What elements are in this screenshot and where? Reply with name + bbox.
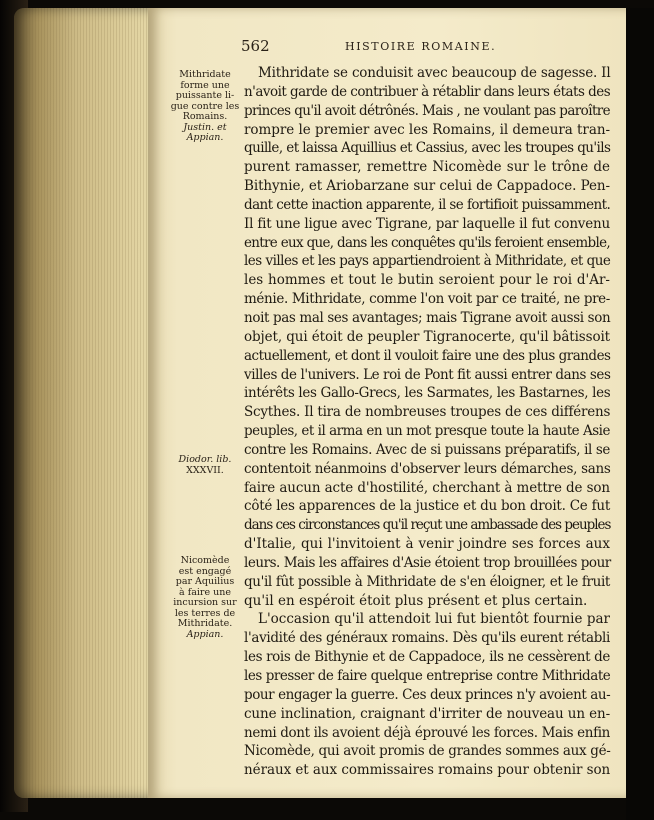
- body-text: [244, 64, 610, 780]
- text-line: contre les Romains. Avec de si puissans préparatifs, il se: [244, 441, 610, 458]
- margin-line: est engagé: [178, 565, 232, 577]
- text-line: actuellement, et dont il vouloit faire une des plus grandes: [244, 347, 611, 364]
- page-edges: [14, 8, 152, 798]
- text-line: n'avoit garde de contribuer à rétablir dans leurs états des: [244, 83, 611, 100]
- margin-line: les terres de: [174, 607, 236, 619]
- text-line: Nicomède, qui avoit promis de grandes sommes aux gé-: [244, 743, 611, 760]
- text-line: contentoit néanmoins d'observer leurs démarches, sans: [244, 460, 611, 477]
- text-line: intérêts les Gallo-Grecs, les Sarmates, les Bastarnes, les: [244, 385, 611, 402]
- margin-line: Nicomède: [180, 555, 230, 566]
- page-header: [241, 37, 611, 59]
- margin-line: Romains.: [182, 111, 228, 122]
- text-line: Il fit une ligue avec Tigrane, par laquelle il fut convenu: [244, 215, 610, 232]
- text-line: noit pas mal ses avantages; mais Tigrane avoit aussi son: [244, 309, 611, 326]
- margin-line: par Aquilius: [175, 576, 235, 587]
- margin-line: forme une: [180, 79, 230, 91]
- text-line: quille, et laissa Aquillius et Cassius, avec les troupes qu'ils: [244, 140, 611, 157]
- text-line: néraux et aux commissaires romains pour obtenir son: [244, 762, 611, 779]
- text-line: purent ramasser, remettre Nicomède sur le trône de: [244, 159, 610, 176]
- text-line: les rois de Bithynie et de Cappadoce, ils ne cessèrent de: [244, 649, 610, 666]
- right-shadow: [626, 8, 654, 820]
- margin-line: Mithridate.: [177, 618, 233, 629]
- text-line: d'Italie, qui l'invitoient à venir joindre ses forces aux: [244, 536, 610, 553]
- text-line: les presser de faire quelque entreprise contre Mithridate: [244, 668, 611, 684]
- margin-line: à faire une: [179, 586, 231, 598]
- text-line: les villes et les pays appartiendroient à Mithridate, et que: [244, 253, 611, 270]
- text-line: villes de l'univers. Le roi de Pont fit aussi entrer dans ses: [244, 366, 611, 383]
- text-line: les hommes et tout le butin seroient pour le roi d'Ar-: [244, 272, 610, 289]
- running-head: HISTOIRE ROMAINE.: [345, 40, 497, 53]
- text-line: qu'il fût possible à Mithridate de s'en éloigner, et le fruit: [244, 573, 610, 590]
- text-line: faire aucun acte d'hostilité, cherchant à mettre de son: [244, 479, 610, 496]
- margin-note-diodor: [166, 455, 244, 476]
- margin-note-mithridate-ligue: [166, 70, 244, 144]
- text-line: qu'il en espéroit étoit plus présent et plus certain.: [244, 592, 588, 609]
- text-line: nemi dont ils avoient déjà éprouvé les forces. Mais enfin: [244, 724, 610, 741]
- text-line: princes qu'il avoit détrônés. Mais , ne voulant pas paroître: [244, 102, 611, 119]
- text-line: dans ces circonstances qu'il reçut une ambassade des peuples: [244, 517, 611, 534]
- margin-citation: Appian.: [186, 132, 224, 143]
- margin-line: Mithridate: [179, 69, 231, 80]
- text-line: Scythes. Il tira de nombreuses troupes de ces différens: [244, 404, 611, 421]
- text-line: dant cette inaction apparente, il se fortifioit puissamment.: [244, 196, 611, 213]
- margin-citation: Diodor. lib.: [178, 454, 232, 465]
- page-number: 562: [241, 37, 270, 55]
- margin-citation: Appian.: [186, 628, 224, 640]
- text-line: peuples, et il arma en un mot presque toute la haute Asie: [244, 423, 610, 440]
- margin-note-nicomede: [166, 556, 244, 640]
- text-line: entre eux que, dans les conquêtes qu'ils feroient ensemble,: [244, 234, 610, 251]
- text-line: L'occasion qu'il attendoit lui fut bientôt fournie par: [258, 611, 610, 628]
- text-line: l'avidité des généraux romains. Dès qu'ils eurent rétabli: [244, 630, 610, 647]
- text-line: objet, qui étoit de peupler Tigranocerte, qu'il bâtissoit: [244, 328, 610, 345]
- text-line: pour engager la guerre. Ces deux princes n'y avoient au-: [244, 686, 611, 703]
- margin-line: XXXVII.: [186, 464, 224, 476]
- margin-line: incursion sur: [173, 597, 237, 608]
- margin-line: gue contre les: [170, 100, 240, 112]
- text-line: rompre le premier avec les Romains, il demeura tran-: [244, 121, 611, 138]
- text-line: leurs. Mais les affaires d'Asie étoient trop brouillées pour: [244, 554, 611, 571]
- text-line: Bithynie, et Ariobarzane sur celui de Cappadoce. Pen-: [244, 178, 610, 195]
- text-line: cune inclination, craignant d'irriter de nouveau un en-: [244, 705, 610, 722]
- text-line: côté les apparences de la justice et du bon droit. Ce fut: [244, 498, 610, 515]
- margin-citation: Justin. et: [183, 121, 227, 133]
- text-line: Mithridate se conduisit avec beaucoup de sagesse. Il: [258, 65, 611, 81]
- text-line: ménie. Mithridate, comme l'on voit par ce traité, ne pre-: [244, 291, 610, 308]
- margin-line: puissante li-: [175, 90, 235, 101]
